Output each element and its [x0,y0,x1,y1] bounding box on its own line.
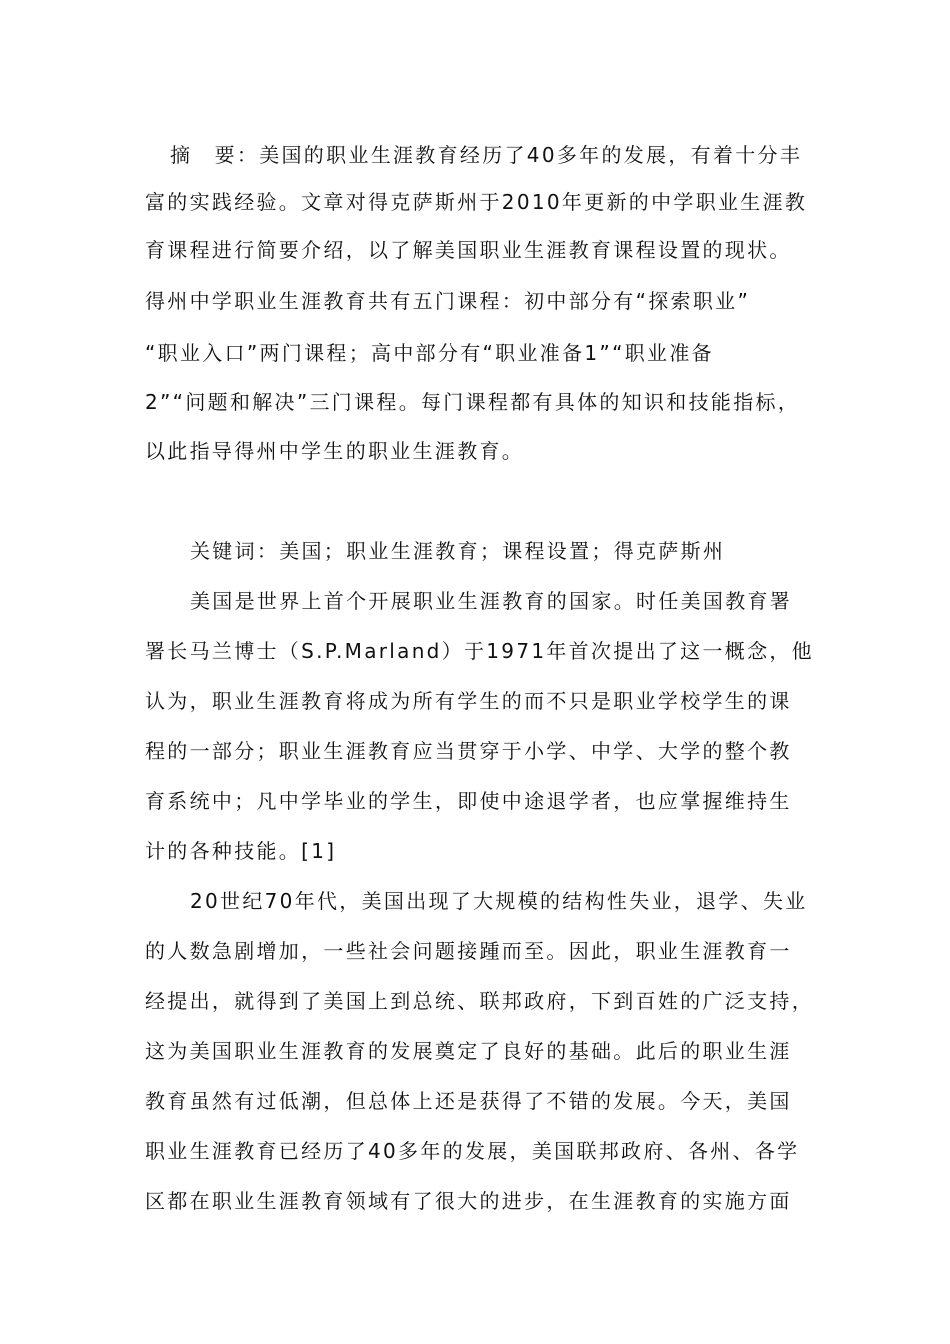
paragraph-1-line-2: 署长马兰博士（S.P.Marland）于1971年首次提出了这一概念，他 [145,639,814,663]
abstract-line-7: 以此指导得州中学生的职业生涯教育。 [145,439,525,463]
paragraph-2-line-5: 教育虽然有过低潮，但总体上还是获得了不错的发展。今天，美国 [145,1089,792,1113]
abstract-line-3: 育课程进行简要介绍，以了解美国职业生涯教育课程设置的现状。 [145,238,792,262]
paragraph-1-line-3: 认为，职业生涯教育将成为所有学生的而不只是职业学校学生的课 [145,689,792,713]
keywords-line: 关键词：美国；职业生涯教育；课程设置；得克萨斯州 [190,539,726,563]
paragraph-1-line-4: 程的一部分；职业生涯教育应当贯穿于小学、中学、大学的整个教 [145,739,792,763]
paragraph-2-line-4: 这为美国职业生涯教育的发展奠定了良好的基础。此后的职业生涯 [145,1039,792,1063]
abstract-line-4: 得州中学职业生涯教育共有五门课程：初中部分有“探索职业” [145,289,751,313]
paragraph-2-line-6: 职业生涯教育已经历了40多年的发展，美国联邦政府、各州、各学 [145,1139,800,1163]
paragraph-2-line-1: 20世纪70年代，美国出现了大规模的结构性失业，退学、失业 [190,889,808,913]
paragraph-2-line-3: 经提出，就得到了美国上到总统、联邦政府，下到百姓的广泛支持， [145,989,814,1013]
abstract-line-2: 富的实践经验。文章对得克萨斯州于2010年更新的中学职业生涯教 [145,190,808,214]
abstract-line-6: 2”“问题和解决”三门课程。每门课程都有具体的知识和技能指标， [145,390,801,414]
paragraph-1-line-1: 美国是世界上首个开展职业生涯教育的国家。时任美国教育署 [190,589,793,613]
paragraph-1-line-6: 计的各种技能。[1] [145,839,337,863]
paragraph-1-line-5: 育系统中；凡中学毕业的学生，即使中途退学者，也应掌握维持生 [145,789,792,813]
abstract-line-1: 摘 要：美国的职业生涯教育经历了40多年的发展，有着十分丰 [170,143,803,167]
paragraph-2-line-7: 区都在职业生涯教育领域有了很大的进步，在生涯教育的实施方面 [145,1189,792,1213]
paragraph-2-line-2: 的人数急剧增加，一些社会问题接踵而至。因此，职业生涯教育一 [145,939,792,963]
abstract-line-5: “职业入口”两门课程；高中部分有“职业准备1”“职业准备 [145,341,714,365]
